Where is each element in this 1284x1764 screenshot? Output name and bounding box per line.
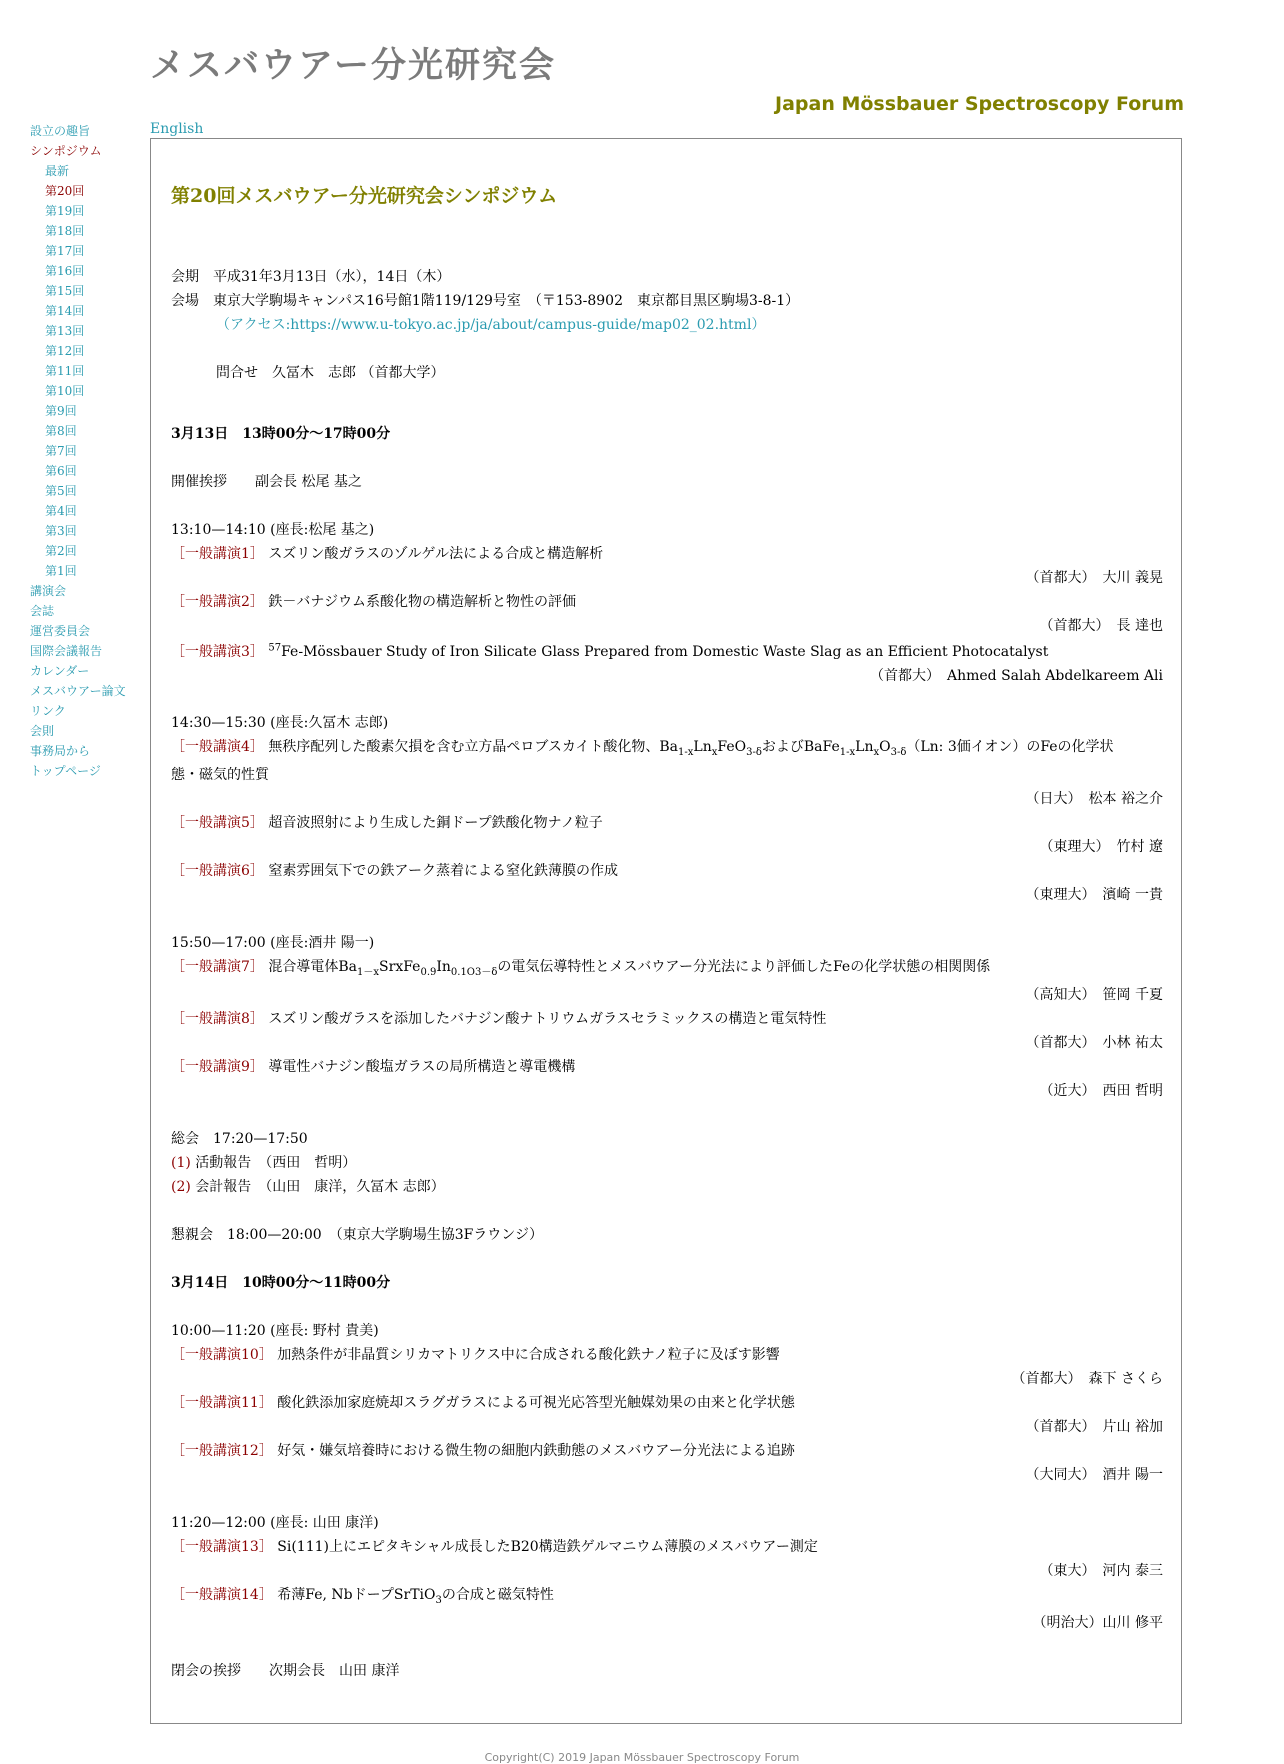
talk-author: （高知大） 笹岡 千夏	[1025, 987, 1163, 1003]
session-5-header: 11:20—12:00 (座長: 山田 康洋)	[171, 1515, 379, 1531]
talk-author: （首都大） 森下 さくら	[1011, 1371, 1163, 1387]
talk-title: 好気・嫌気培養時における微生物の細胞内鉄動態のメスバウアー分光法による追跡	[277, 1443, 795, 1459]
talk-title: Si(111)上にエピタキシャル成長したB20構造鉄ゲルマニウム薄膜のメスバウアー測定	[277, 1539, 818, 1555]
talk-tag: ［一般講演3］	[171, 644, 264, 660]
talk-12	[171, 1440, 795, 1460]
talk-9	[171, 1056, 575, 1076]
talk-title: 窒素雰囲気下での鉄アーク蒸着による窒化鉄薄膜の作成	[268, 863, 618, 879]
talk-author: （東大） 河内 泰三	[1039, 1563, 1163, 1579]
item-number: (2)	[171, 1179, 191, 1195]
sidebar-item[interactable]: 第8回	[45, 424, 77, 438]
talk-author: （首都大） Ahmed Salah Abdelkareem Ali	[869, 668, 1163, 684]
page-heading: 第20回メスバウアー分光研究会シンポジウム	[171, 185, 558, 207]
sidebar-item[interactable]: 第10回	[45, 384, 85, 398]
talk-1	[171, 543, 603, 563]
general-meeting-item-1	[171, 1152, 356, 1172]
session-1-header: 13:10—14:10 (座長:松尾 基之)	[171, 522, 375, 538]
event-venue: 会場 東京大学駒場キャンパス16号館1階119/129号室 （〒153-8902 東京都目黒区駒場3-8-1）	[171, 293, 800, 309]
sidebar-item[interactable]: 第11回	[45, 364, 85, 378]
talk-title: 酸化鉄添加家庭焼却スラグガラスによる可視光応答型光触媒効果の由来と化学状態	[277, 1395, 795, 1411]
talk-author: （首都大） 小林 祐太	[1025, 1035, 1163, 1051]
sidebar-item[interactable]: 第19回	[45, 204, 85, 218]
site-title: メスバウアー分光研究会	[150, 46, 556, 86]
talk-title-continued: 態・磁気的性質	[171, 767, 269, 783]
sidebar-item[interactable]: 第20回	[45, 184, 85, 198]
sidebar-item[interactable]: 第5回	[45, 484, 77, 498]
talk-tag: ［一般講演5］	[171, 815, 264, 831]
talk-author: （首都大） 大川 義晃	[1025, 570, 1163, 586]
sidebar-item[interactable]: 第3回	[45, 524, 77, 538]
sidebar-item[interactable]: シンポジウム	[30, 144, 102, 158]
general-meeting-item-2	[171, 1176, 445, 1196]
talk-14	[171, 1584, 554, 1606]
isotope-superscript: 57	[268, 642, 282, 654]
sidebar-item[interactable]: 第14回	[45, 304, 85, 318]
talk-title: スズリン酸ガラスのゾルゲル法による合成と構造解析	[268, 546, 604, 562]
talk-title: 混合導電体$Ba_{1-x}SrxFe_{0.9}In_{0.1O3-\delta}$の電気伝導特性とメスバウアー分光法により評価したFeの化学状態の相関関係	[268, 959, 991, 978]
sidebar-item[interactable]: 会則	[30, 724, 55, 738]
sidebar-item[interactable]: 第15回	[45, 284, 85, 298]
english-link[interactable]: English	[150, 121, 204, 137]
talk-tag: ［一般講演8］	[171, 1011, 264, 1027]
event-dates: 会期 平成31年3月13日（水），14日（木）	[171, 269, 451, 285]
sidebar-item[interactable]: 事務局から	[30, 744, 91, 758]
day1-heading: 3月13日 13時00分～17時00分	[171, 426, 391, 442]
item-text: 会計報告 （山田 康洋，久冨木 志郎）	[190, 1179, 445, 1195]
talk-tag: ［一般講演14］	[171, 1587, 273, 1603]
talk-tag: ［一般講演7］	[171, 959, 264, 975]
talk-tag: ［一般講演12］	[171, 1443, 273, 1459]
talk-title: 超音波照射により生成した銅ドープ鉄酸化物ナノ粒子	[268, 815, 603, 831]
talk-author: （近大） 西田 哲明	[1039, 1083, 1163, 1099]
talk-4	[171, 736, 1114, 758]
site-subtitle: Japan Mössbauer Spectroscopy Forum	[775, 93, 1184, 115]
talk-tag: ［一般講演2］	[171, 594, 264, 610]
sidebar-item[interactable]: 第12回	[45, 344, 85, 358]
talk-title: 無秩序配列した酸素欠損を含む立方晶ペロブスカイト酸化物、$Ba_{1-x}Ln_xFeO_{3-\delta}$および$BaFe_{1-x}Ln_xO_{3-\delta}(Ln$: 3価イオン）のFeの化学状	[268, 739, 1114, 758]
talk-8	[171, 1008, 826, 1028]
talk-11	[171, 1392, 795, 1412]
talk-5	[171, 812, 603, 832]
talk-tag: ［一般講演13］	[171, 1539, 273, 1555]
talk-author: （東理大） 濱崎 一貴	[1025, 887, 1163, 903]
session-4-header: 10:00—11:20 (座長: 野村 貴美)	[171, 1323, 379, 1339]
talk-tag: ［一般講演9］	[171, 1059, 264, 1075]
general-meeting: 総会 17:20—17:50	[171, 1131, 308, 1147]
talk-7	[171, 956, 990, 978]
sidebar-item[interactable]: 第9回	[45, 404, 77, 418]
item-text: 活動報告 （西田 哲明）	[190, 1155, 357, 1171]
sidebar-item[interactable]: 第6回	[45, 464, 77, 478]
sidebar-item[interactable]: 国際会議報告	[30, 644, 103, 658]
copyright: Copyright(C) 2019 Japan Mössbauer Spectroscopy Forum	[484, 1751, 800, 1764]
talk-author: （首都大） 片山 裕加	[1025, 1419, 1163, 1435]
talk-author: （日大） 松本 裕之介	[1025, 791, 1163, 807]
session-2-header: 14:30—15:30 (座長:久冨木 志郎)	[171, 715, 389, 731]
content-box	[150, 138, 1182, 1724]
sidebar-item[interactable]: カレンダー	[30, 664, 90, 678]
sidebar-item[interactable]: 講演会	[30, 584, 67, 598]
talk-3	[171, 641, 1048, 661]
sidebar-item[interactable]: 第18回	[45, 224, 85, 238]
sidebar-item[interactable]: 最新	[45, 164, 70, 178]
talk-title: 加熱条件が非晶質シリカマトリクス中に合成される酸化鉄ナノ粒子に及ぼす影響	[277, 1347, 780, 1363]
day2-heading: 3月14日 10時00分～11時00分	[171, 1275, 391, 1291]
sidebar-item[interactable]: 第7回	[45, 444, 77, 458]
sidebar-item[interactable]: 設立の趣旨	[30, 124, 91, 138]
talk-title: 鉄－バナジウム系酸化物の構造解析と物性の評価	[268, 594, 576, 610]
sidebar-item[interactable]: 第17回	[45, 244, 85, 258]
sidebar-item[interactable]: 会誌	[30, 604, 55, 618]
talk-author: （東理大） 竹村 遼	[1039, 839, 1163, 855]
talk-title: 希薄Fe, NbドープSrTiO$_3$の合成と磁気特性	[277, 1587, 554, 1606]
item-number: (1)	[171, 1155, 191, 1171]
talk-author: （首都大） 長 達也	[1039, 618, 1163, 634]
contact-info: 問合せ 久冨木 志郎 （首都大学）	[216, 365, 445, 381]
talk-tag: ［一般講演10］	[171, 1347, 273, 1363]
talk-10	[171, 1344, 780, 1364]
talk-title: スズリン酸ガラスを添加したバナジン酸ナトリウムガラスセラミックスの構造と電気特性	[268, 1011, 827, 1027]
talk-tag: ［一般講演11］	[171, 1395, 273, 1411]
talk-2	[171, 591, 576, 611]
reception: 懇親会 18:00—20:00 （東京大学駒場生協3Fラウンジ）	[171, 1227, 543, 1243]
talk-13	[171, 1536, 818, 1556]
sidebar-item[interactable]: 第13回	[45, 324, 85, 338]
sidebar-item[interactable]: トップページ	[30, 764, 101, 778]
talk-tag: ［一般講演4］	[171, 739, 264, 755]
talk-title: Fe-Mössbauer Study of Iron Silicate Glass Prepared from Domestic Waste Slag as an Efficient Photocatalyst	[281, 644, 1049, 660]
talk-title: 導電性バナジン酸塩ガラスの局所構造と導電機構	[268, 1059, 576, 1075]
opening-remarks: 開催挨拶 副会長 松尾 基之	[171, 474, 362, 490]
talk-author: （明治大）山川 修平	[1032, 1615, 1163, 1631]
sidebar-item[interactable]: 第16回	[45, 264, 85, 278]
sidebar-item[interactable]: 第4回	[45, 504, 77, 518]
access-link[interactable]: （アクセス:https://www.u-tokyo.ac.jp/ja/about/campus-guide/map02_02.html）	[216, 317, 766, 333]
sidebar-nav	[30, 121, 150, 781]
closing-remarks: 閉会の挨拶 次期会長 山田 康洋	[171, 1663, 400, 1679]
talk-tag: ［一般講演6］	[171, 863, 264, 879]
session-3-header: 15:50—17:00 (座長:酒井 陽一)	[171, 935, 375, 951]
sidebar-item[interactable]: 第2回	[45, 544, 77, 558]
sidebar-item[interactable]: メスバウアー論文	[30, 684, 126, 698]
sidebar-item[interactable]: 運営委員会	[30, 624, 91, 638]
talk-tag: ［一般講演1］	[171, 546, 264, 562]
talk-6	[171, 860, 618, 880]
sidebar-item[interactable]: 第1回	[45, 564, 77, 578]
sidebar-item[interactable]: リンク	[30, 704, 66, 718]
talk-author: （大同大） 酒井 陽一	[1025, 1467, 1163, 1483]
